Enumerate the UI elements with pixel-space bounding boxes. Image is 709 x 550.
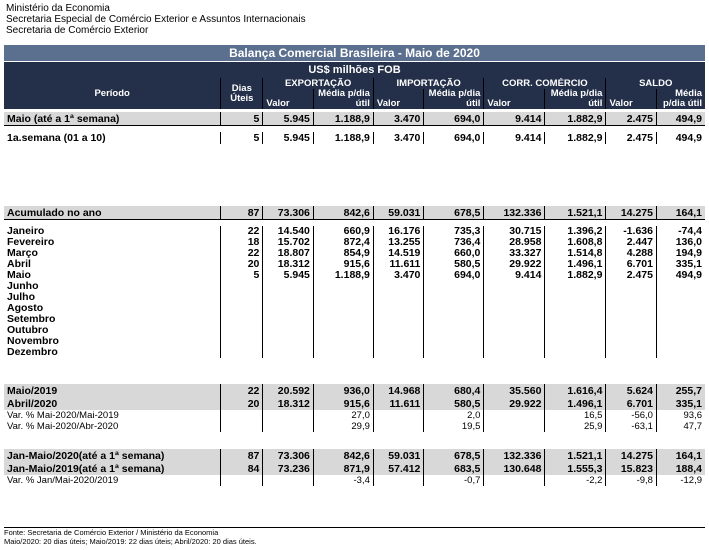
cell-value bbox=[263, 303, 314, 314]
col-media: Média p/dia útil bbox=[656, 89, 705, 109]
row-label: Abril/2020 bbox=[4, 397, 221, 410]
cell-value: 5 bbox=[221, 270, 263, 281]
cell-value: 255,7 bbox=[656, 384, 705, 397]
cell-value: 660,0 bbox=[424, 248, 484, 259]
col-media: Média p/dia útil bbox=[545, 89, 606, 109]
cell-value bbox=[606, 303, 657, 314]
cell-value: 1.188,9 bbox=[313, 132, 373, 144]
cell-value bbox=[221, 325, 263, 336]
row-label: Jan-Maio/2019(até a 1ª semana) bbox=[4, 462, 221, 475]
cell-value: 842,6 bbox=[313, 206, 373, 220]
cell-value bbox=[221, 421, 263, 432]
cell-value: 18.807 bbox=[263, 248, 314, 259]
cell-value: -74,4 bbox=[656, 226, 705, 237]
cell-value: 11.611 bbox=[373, 397, 424, 410]
cell-value bbox=[484, 347, 545, 358]
row-var-mai-mai bbox=[4, 410, 705, 421]
cell-value: 9.414 bbox=[484, 270, 545, 281]
cell-value: 188,4 bbox=[656, 462, 705, 475]
row-label: 1a.semana (01 a 10) bbox=[4, 132, 221, 144]
cell-value bbox=[313, 347, 373, 358]
cell-value: 136,0 bbox=[656, 237, 705, 248]
cell-value bbox=[373, 325, 424, 336]
cell-value: 59.031 bbox=[373, 449, 424, 462]
cell-value: 1.188,9 bbox=[313, 112, 373, 126]
cell-value bbox=[545, 347, 606, 358]
cell-value: 33.327 bbox=[484, 248, 545, 259]
row-label: Abril bbox=[4, 259, 221, 270]
cell-value: 194,9 bbox=[656, 248, 705, 259]
cell-value: 335,1 bbox=[656, 259, 705, 270]
cell-value bbox=[424, 347, 484, 358]
header-ministerio: Ministério da Economia bbox=[6, 3, 110, 14]
cell-value bbox=[373, 303, 424, 314]
row-label: Janeiro bbox=[4, 226, 221, 237]
col-media: Média p/dia útil bbox=[313, 89, 373, 109]
cell-value: 5.945 bbox=[263, 112, 314, 126]
cell-value: 680,4 bbox=[424, 384, 484, 397]
row-month bbox=[4, 292, 705, 303]
table-subtitle: US$ milhões FOB bbox=[4, 62, 705, 79]
cell-value: 73.306 bbox=[263, 206, 314, 220]
cell-value bbox=[606, 336, 657, 347]
cell-value bbox=[373, 292, 424, 303]
group-exportacao: EXPORTAÇÃO bbox=[263, 78, 374, 89]
cell-value: 694,0 bbox=[424, 132, 484, 144]
cell-value: 660,9 bbox=[313, 226, 373, 237]
cell-value bbox=[484, 314, 545, 325]
row-label: Agosto bbox=[4, 303, 221, 314]
cell-value: 14.275 bbox=[606, 206, 657, 220]
row-month bbox=[4, 226, 705, 237]
cell-value bbox=[221, 336, 263, 347]
cell-value bbox=[656, 281, 705, 292]
cell-value: 842,6 bbox=[313, 449, 373, 462]
cell-value: 25,9 bbox=[545, 421, 606, 432]
cell-value: 580,5 bbox=[424, 259, 484, 270]
cell-value: 18.312 bbox=[263, 397, 314, 410]
cell-value bbox=[263, 421, 314, 432]
cell-value: 5.624 bbox=[606, 384, 657, 397]
cell-value bbox=[424, 303, 484, 314]
cell-value bbox=[606, 347, 657, 358]
row-jan-maio-2019 bbox=[4, 462, 705, 475]
cell-value: 2.475 bbox=[606, 270, 657, 281]
cell-value: -0,7 bbox=[424, 475, 484, 486]
cell-value: 14.275 bbox=[606, 449, 657, 462]
cell-value: 73.306 bbox=[263, 449, 314, 462]
row-label: Setembro bbox=[4, 314, 221, 325]
cell-value bbox=[263, 281, 314, 292]
cell-value: 59.031 bbox=[373, 206, 424, 220]
cell-value: 580,5 bbox=[424, 397, 484, 410]
row-label: Junho bbox=[4, 281, 221, 292]
cell-value: 87 bbox=[221, 449, 263, 462]
cell-value: 29,9 bbox=[313, 421, 373, 432]
cell-value bbox=[263, 292, 314, 303]
cell-value: 5.945 bbox=[263, 132, 314, 144]
months-section bbox=[4, 226, 705, 358]
cell-value: 494,9 bbox=[656, 132, 705, 144]
col-valor: Valor bbox=[263, 89, 314, 109]
cell-value: 22 bbox=[221, 248, 263, 259]
cell-value bbox=[373, 475, 424, 486]
cell-value: 1.608,8 bbox=[545, 237, 606, 248]
cell-value: 14.968 bbox=[373, 384, 424, 397]
group-importacao: IMPORTAÇÃO bbox=[373, 78, 484, 89]
cell-value: 694,0 bbox=[424, 112, 484, 126]
cell-value: 736,4 bbox=[424, 237, 484, 248]
cell-value: -2,2 bbox=[545, 475, 606, 486]
cell-value bbox=[606, 281, 657, 292]
cell-value: 18.312 bbox=[263, 259, 314, 270]
row-label: Var. % Mai-2020/Mai-2019 bbox=[4, 410, 221, 421]
cell-value: 1.882,9 bbox=[545, 270, 606, 281]
row-maio-semana bbox=[4, 112, 705, 126]
cell-value bbox=[424, 336, 484, 347]
cell-value: 1.396,2 bbox=[545, 226, 606, 237]
cell-value: 915,6 bbox=[313, 259, 373, 270]
cell-value bbox=[373, 281, 424, 292]
cell-value bbox=[424, 281, 484, 292]
cell-value: 14.540 bbox=[263, 226, 314, 237]
row-acumulado bbox=[4, 206, 705, 220]
cell-value bbox=[373, 314, 424, 325]
cell-value: -56,0 bbox=[606, 410, 657, 421]
cell-value: 915,6 bbox=[313, 397, 373, 410]
cell-value bbox=[313, 325, 373, 336]
cell-value bbox=[545, 281, 606, 292]
cell-value bbox=[373, 421, 424, 432]
cell-value: -63,1 bbox=[606, 421, 657, 432]
cell-value bbox=[313, 292, 373, 303]
cell-value: 1.521,1 bbox=[545, 206, 606, 220]
col-valor: Valor bbox=[606, 89, 657, 109]
cell-value: 494,9 bbox=[656, 270, 705, 281]
cell-value bbox=[545, 325, 606, 336]
cell-value bbox=[484, 292, 545, 303]
cell-value: 1.514,8 bbox=[545, 248, 606, 259]
cell-value: 57.412 bbox=[373, 462, 424, 475]
cell-value: 14.519 bbox=[373, 248, 424, 259]
cell-value: 11.611 bbox=[373, 259, 424, 270]
row-label: Acumulado no ano bbox=[4, 206, 221, 220]
cell-value: 22 bbox=[221, 384, 263, 397]
cell-value bbox=[263, 475, 314, 486]
cell-value bbox=[606, 292, 657, 303]
footer-source: Fonte: Secretaria de Comércio Exterior / Ministério da Economia bbox=[4, 528, 219, 537]
cell-value: -1.636 bbox=[606, 226, 657, 237]
cell-value: 936,0 bbox=[313, 384, 373, 397]
cell-value bbox=[484, 336, 545, 347]
cell-value: 18 bbox=[221, 237, 263, 248]
cell-value: 29.922 bbox=[484, 259, 545, 270]
row-label: Jan-Maio/2020(até a 1ª semana) bbox=[4, 449, 221, 462]
cell-value: 15.823 bbox=[606, 462, 657, 475]
cell-value bbox=[656, 314, 705, 325]
cell-value: 3.470 bbox=[373, 112, 424, 126]
cell-value: 1.496,1 bbox=[545, 259, 606, 270]
cell-value: 20 bbox=[221, 259, 263, 270]
cell-value: 30.715 bbox=[484, 226, 545, 237]
row-month bbox=[4, 270, 705, 281]
cell-value: 164,1 bbox=[656, 449, 705, 462]
row-month bbox=[4, 303, 705, 314]
cell-value bbox=[221, 303, 263, 314]
cell-value: 47,7 bbox=[656, 421, 705, 432]
cell-value bbox=[606, 325, 657, 336]
cell-value bbox=[484, 421, 545, 432]
cell-value: 3.470 bbox=[373, 270, 424, 281]
cell-value: -3,4 bbox=[313, 475, 373, 486]
cell-value bbox=[313, 314, 373, 325]
cell-value: 1.882,9 bbox=[545, 132, 606, 144]
cell-value bbox=[545, 336, 606, 347]
row-month bbox=[4, 237, 705, 248]
row-month bbox=[4, 325, 705, 336]
cell-value: 22 bbox=[221, 226, 263, 237]
cell-value bbox=[606, 314, 657, 325]
cell-value bbox=[484, 410, 545, 421]
row-month bbox=[4, 336, 705, 347]
row-month bbox=[4, 248, 705, 259]
row-label: Maio (até a 1ª semana) bbox=[4, 112, 221, 126]
table-title: Balança Comercial Brasileira - Maio de 2020 bbox=[4, 45, 705, 62]
cell-value: 1.521,1 bbox=[545, 449, 606, 462]
cell-value bbox=[424, 325, 484, 336]
row-label: Fevereiro bbox=[4, 237, 221, 248]
cell-value: 1.616,4 bbox=[545, 384, 606, 397]
cell-value: 678,5 bbox=[424, 206, 484, 220]
cell-value: 4.288 bbox=[606, 248, 657, 259]
row-abril-2020 bbox=[4, 397, 705, 410]
cell-value: 164,1 bbox=[656, 206, 705, 220]
cell-value: 683,5 bbox=[424, 462, 484, 475]
row-month bbox=[4, 314, 705, 325]
header-secretaria-especial: Secretaria Especial de Comércio Exterior e Assuntos Internacionais bbox=[6, 14, 306, 25]
cell-value: 93,6 bbox=[656, 410, 705, 421]
col-media: Média p/dia útil bbox=[424, 89, 484, 109]
cell-value bbox=[424, 292, 484, 303]
cell-value: 6.701 bbox=[606, 259, 657, 270]
cell-value: 1.882,9 bbox=[545, 112, 606, 126]
cell-value: 87 bbox=[221, 206, 263, 220]
cell-value: 5 bbox=[221, 132, 263, 144]
cell-value: 9.414 bbox=[484, 132, 545, 144]
row-label: Var. % Jan/Mai-2020/2019 bbox=[4, 475, 221, 486]
row-label: Outubro bbox=[4, 325, 221, 336]
cell-value bbox=[545, 314, 606, 325]
cell-value bbox=[484, 281, 545, 292]
cell-value: 16,5 bbox=[545, 410, 606, 421]
cell-value: 871,9 bbox=[313, 462, 373, 475]
cell-value bbox=[263, 314, 314, 325]
row-label: Março bbox=[4, 248, 221, 259]
cell-value: 6.701 bbox=[606, 397, 657, 410]
footer bbox=[4, 527, 705, 546]
cell-value bbox=[656, 347, 705, 358]
cell-value bbox=[263, 347, 314, 358]
cell-value bbox=[221, 410, 263, 421]
col-valor: Valor bbox=[484, 89, 545, 109]
row-jan-maio-2020 bbox=[4, 449, 705, 462]
cell-value: 28.958 bbox=[484, 237, 545, 248]
cell-value bbox=[221, 475, 263, 486]
cell-value: 2,0 bbox=[424, 410, 484, 421]
group-saldo: SALDO bbox=[606, 78, 705, 89]
cell-value: 678,5 bbox=[424, 449, 484, 462]
cell-value: 1.555,3 bbox=[545, 462, 606, 475]
cell-value bbox=[373, 347, 424, 358]
cell-value bbox=[221, 347, 263, 358]
row-label: Maio bbox=[4, 270, 221, 281]
cell-value: 854,9 bbox=[313, 248, 373, 259]
cell-value bbox=[221, 314, 263, 325]
cell-value: 5 bbox=[221, 112, 263, 126]
cell-value bbox=[545, 292, 606, 303]
col-dias-uteis: Dias Úteis bbox=[221, 78, 263, 109]
cell-value: 2.475 bbox=[606, 132, 657, 144]
row-month bbox=[4, 259, 705, 270]
row-month bbox=[4, 281, 705, 292]
cell-value bbox=[263, 325, 314, 336]
cell-value: 20 bbox=[221, 397, 263, 410]
cell-value: 132.336 bbox=[484, 206, 545, 220]
cell-value: -9,8 bbox=[606, 475, 657, 486]
cell-value bbox=[656, 336, 705, 347]
cell-value: 735,3 bbox=[424, 226, 484, 237]
cell-value: 1.188,9 bbox=[313, 270, 373, 281]
cell-value bbox=[313, 281, 373, 292]
cell-value bbox=[263, 336, 314, 347]
row-maio-2019 bbox=[4, 384, 705, 397]
cell-value: 3.470 bbox=[373, 132, 424, 144]
cell-value bbox=[656, 325, 705, 336]
col-periodo: Período bbox=[4, 78, 221, 109]
row-label: Var. % Mai-2020/Abr-2020 bbox=[4, 421, 221, 432]
row-label: Julho bbox=[4, 292, 221, 303]
cell-value bbox=[313, 336, 373, 347]
cell-value: 5.945 bbox=[263, 270, 314, 281]
cell-value bbox=[313, 303, 373, 314]
cell-value bbox=[221, 281, 263, 292]
cell-value bbox=[656, 292, 705, 303]
cell-value bbox=[424, 314, 484, 325]
cell-value bbox=[373, 336, 424, 347]
cell-value: 73.236 bbox=[263, 462, 314, 475]
row-var-mai-abr bbox=[4, 421, 705, 432]
cell-value bbox=[263, 410, 314, 421]
cell-value bbox=[656, 303, 705, 314]
cell-value bbox=[545, 303, 606, 314]
cell-value bbox=[484, 325, 545, 336]
row-label: Novembro bbox=[4, 336, 221, 347]
col-valor: Valor bbox=[373, 89, 424, 109]
cell-value: 694,0 bbox=[424, 270, 484, 281]
cell-value: 2.475 bbox=[606, 112, 657, 126]
cell-value: 16.176 bbox=[373, 226, 424, 237]
cell-value: -12,9 bbox=[656, 475, 705, 486]
row-primeira-semana bbox=[4, 132, 705, 144]
cell-value: 20.592 bbox=[263, 384, 314, 397]
row-month bbox=[4, 347, 705, 358]
cell-value: 84 bbox=[221, 462, 263, 475]
cell-value: 35.560 bbox=[484, 384, 545, 397]
cell-value: 872,4 bbox=[313, 237, 373, 248]
cell-value: 13.255 bbox=[373, 237, 424, 248]
cell-value: 132.336 bbox=[484, 449, 545, 462]
cell-value: 15.702 bbox=[263, 237, 314, 248]
cell-value bbox=[484, 475, 545, 486]
cell-value: 494,9 bbox=[656, 112, 705, 126]
group-corr-comercio: CORR. COMÉRCIO bbox=[484, 78, 606, 89]
cell-value: 1.496,1 bbox=[545, 397, 606, 410]
cell-value bbox=[373, 410, 424, 421]
cell-value: 2.447 bbox=[606, 237, 657, 248]
row-label: Dezembro bbox=[4, 347, 221, 358]
row-label: Maio/2019 bbox=[4, 384, 221, 397]
cell-value: 335,1 bbox=[656, 397, 705, 410]
cell-value: 9.414 bbox=[484, 112, 545, 126]
cell-value: 29.922 bbox=[484, 397, 545, 410]
row-var-jan-mai bbox=[4, 475, 705, 486]
cell-value bbox=[221, 292, 263, 303]
header-secex: Secretaria de Comércio Exterior bbox=[6, 25, 149, 36]
footer-note: Maio/2020: 20 dias úteis; Maio/2019: 22 dias úteis; Abril/2020: 20 dias úteis. bbox=[4, 537, 257, 546]
cell-value: 130.648 bbox=[484, 462, 545, 475]
cell-value bbox=[484, 303, 545, 314]
cell-value: 19,5 bbox=[424, 421, 484, 432]
cell-value: 27,0 bbox=[313, 410, 373, 421]
trade-balance-table bbox=[4, 45, 705, 488]
